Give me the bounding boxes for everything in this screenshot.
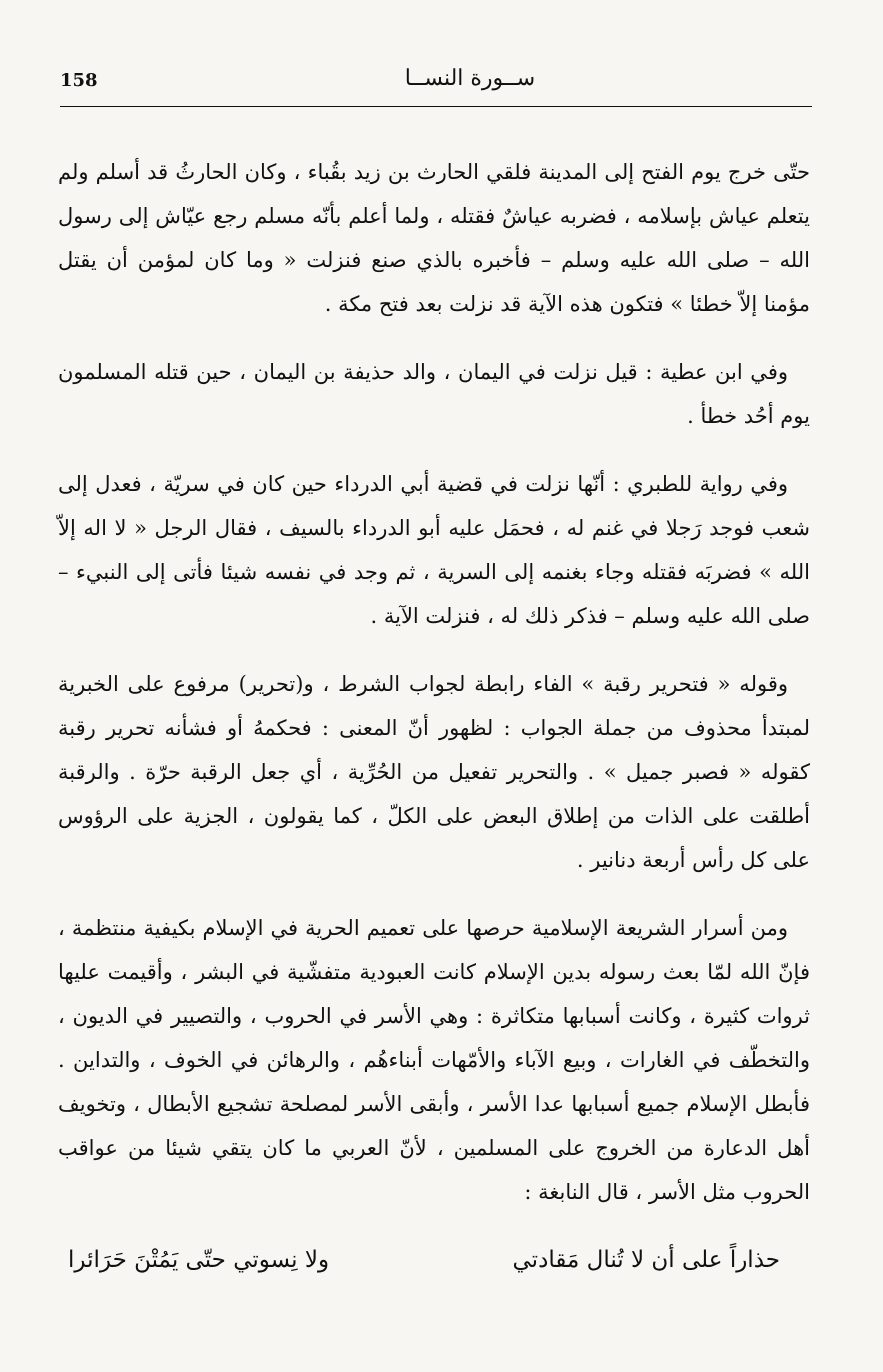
paragraph-2: وفي ابن عطية : قيل نزلت في اليمان ، والد حذيفة بن اليمان ، حين قتله المسلمون يوم أحُد خطأ . [58,360,810,428]
poetry-verse [58,1238,810,1282]
page-header [60,62,812,102]
paragraph-4: وقوله « فتحرير رقبة » الفاء رابطة لجواب الشرط ، و(تحرير) مرفوع على الخبرية لمبتدأ محذوف من جملة الجواب : لظهور أنّ المعنى : فحكمهُ أو فشأنه تحرير رقبة كقوله « فصبر جميل » . والتحرير تفعيل من الحُرِّية ، أي جعل الرقبة حرّة . والرقبة أطلقت على الذات من إطلاق البعض على الكلّ ، كما يقولون ، الجزية على الرؤوس على كل رأس أربعة دنانير . [58,672,810,872]
page-number: 158 [60,70,98,91]
paragraph-3: وفي رواية للطبري : أنّها نزلت في قضية أبي الدرداء حين كان في سريّة ، فعدل إلى شعب فوجد رَجلا في غنم له ، فحمَل عليه أبو الدرداء بالسيف ، فقال الرجل « لا اله إلاّ الله » فضربَه فقتله وجاء بغنمه إلى السرية ، ثم وجد في نفسه شيئا فأتى إلى النبيء – صلى الله عليه وسلم – فذكر ذلك له ، فنزلت الآية . [58,472,810,628]
verse-second-hemistich: ولا نِسوتي حتّى يَمُتْنَ حَرَائرا [68,1247,330,1273]
body-text [58,150,810,1282]
paragraph-1: حتّى خرج يوم الفتح إلى المدينة فلقي الحارث بن زيد بقُباء ، وكان الحارثُ قد أسلم ولم يتعلم عياش بإسلامه ، فضربه عياشٌ فقتله ، ولما أعلم بأنّه مسلم رجع عيّاش إلى رسول الله – صلى الله عليه وسلم – فأخبره بالذي صنع فنزلت « وما كان لمؤمن أن يقتل مؤمنا إلاّ خطئا » فتكون هذه الآية قد نزلت بعد فتح مكة . [58,160,810,316]
surah-title: ســورة النســا [404,66,536,91]
verse-first-hemistich: حذاراً على أن لا تُنال مَقادتي [512,1247,780,1273]
paragraph-5: ومن أسرار الشريعة الإسلامية حرصها على تعميم الحرية في الإسلام بكيفية منتظمة ، فإنّ الله لمّا بعث رسوله بدين الإسلام كانت العبودية متفشّية في البشر ، وأقيمت عليها ثروات كثيرة ، وكانت أسبابها متكاثرة : وهي الأسر في الحروب ، والتصيير في الديون ، والتخطّف في الغارات ، وبيع الآباء والأمّهات أبناءهُم ، والرهائن في الخوف ، والتداين . فأبطل الإسلام جميع أسبابها عدا الأسر ، وأبقى الأسر لمصلحة تشجيع الأبطال ، وتخويف أهل الدعارة من الخروج على المسلمين ، لأنّ العربي ما كان يتقي شيئا من عواقب الحروب مثل الأسر ، قال النابغة : [58,916,810,1204]
header-rule [60,106,812,107]
